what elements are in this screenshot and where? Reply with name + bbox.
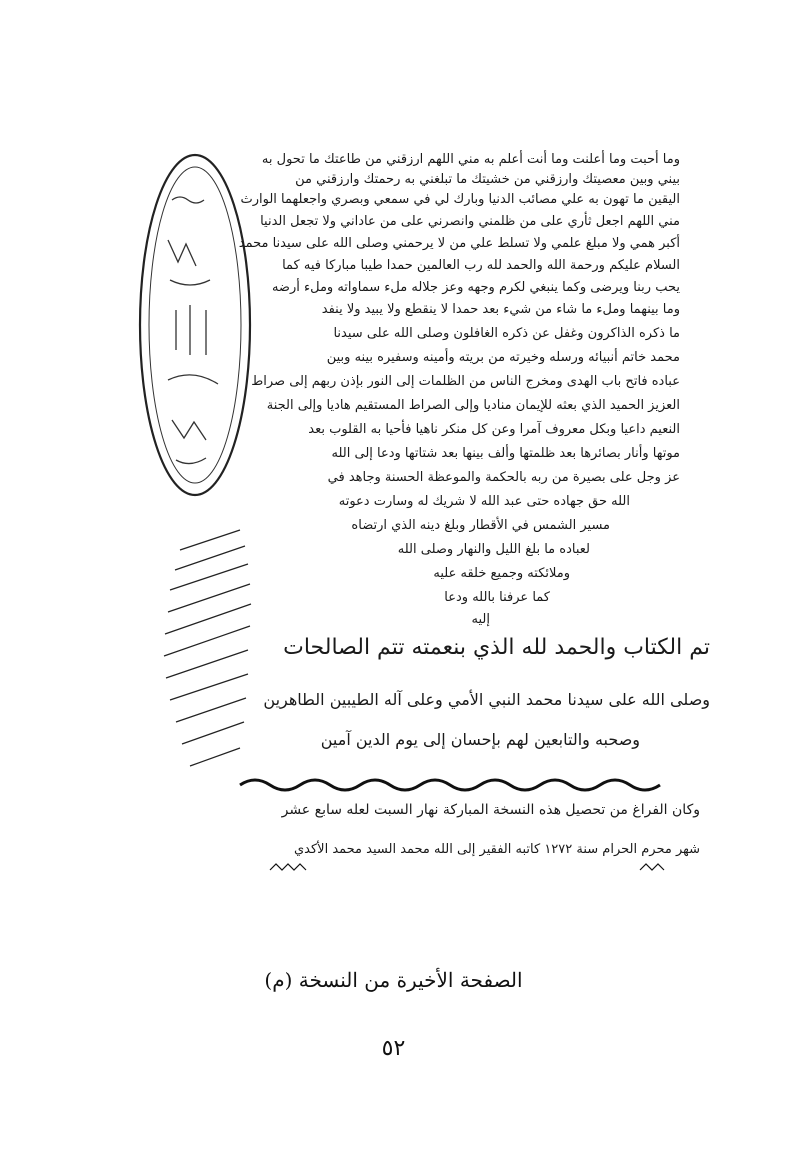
manuscript-line: وملائكته وجميع خلقه عليه [433,566,570,581]
manuscript-line: النعيم داعيا وبكل معروف آمرا وعن كل منكر ناهيا فأحيا به القلوب بعد [308,422,680,437]
manuscript-line: إليه [471,612,490,627]
figure-caption: الصفحة الأخيرة من النسخة (م) [264,968,523,992]
manuscript-line: أكبر همي ولا مبلغ علمي ولا تسلط علي من لا يرحمني وصلى الله على سيدنا محمد [238,236,680,251]
page-number: ٥٢ [381,1036,406,1061]
colophon-line: وكان الفراغ من تحصيل هذه النسخة المباركة نهار السبت لعله سابع عشر [281,802,700,818]
manuscript-line: وما أحبت وما أعلنت وما أنت أعلم به مني اللهم ارزقني من طاعتك ما تحول به [261,152,680,167]
manuscript-line: اليقين ما تهون به علي مصائب الدنيا وبارك لي في سمعي وبصري واجعلهما الوارث [240,192,680,207]
colophon-line: وصلى الله على سيدنا محمد النبي الأمي وعلى آله الطيبين الطاهرين [263,690,710,709]
manuscript-line: بيني وبين معصيتك وارزقني من خشيتك ما تبلغني به رحمتك وارزقني من [295,172,680,187]
manuscript-line: الله حق جهاده حتى عبد الله لا شريك له وسارت دعوته [338,494,630,509]
colophon-line: وصحبه والتابعين لهم بإحسان إلى يوم الدين آمين [320,730,640,749]
manuscript-line: مسير الشمس في الأقطار وبلغ دينه الذي ارتضاه [351,518,610,533]
colophon-line: شهر محرم الحرام سنة ١٢٧٢ كاتبه الفقير إلى الله محمد السيد محمد الأكدي [293,842,700,857]
manuscript-line: عز وجل على بصيرة من ربه بالحكمة والموعظة الحسنة وجاهد في [327,470,680,485]
manuscript-line: كما عرفنا بالله ودعا [444,590,550,605]
manuscript-line: وما بينهما وملء ما شاء من شيء بعد حمدا لا ينقطع ولا يبيد ولا ينفد [321,302,680,317]
manuscript-line: يحب ربنا ويرضى وكما ينبغي لكرم وجهه وعز جلاله ملء سماواته وملء أرضه [271,280,680,295]
manuscript-line: لعباده ما بلغ الليل والنهار وصلى الله [397,542,590,557]
colophon-line: تم الكتاب والحمد لله الذي بنعمته تتم الصالحات [283,635,710,660]
manuscript-line: موتها وأنار بصائرها بعد ظلمتها وألف بينها بعد شتاتها ودعا إلى الله [331,446,680,461]
manuscript-line: ما ذكره الذاكرون وغفل عن ذكره الغافلون وصلى الله على سيدنا [333,326,680,341]
manuscript-line: السلام عليكم ورحمة الله والحمد لله رب العالمين حمدا طيبا مباركا فيه كما [282,258,680,273]
manuscript-line: العزيز الحميد الذي بعثه للإيمان مناديا وإلى الصراط المستقيم هاديا وإلى الجنة [266,398,680,413]
manuscript-line: مني اللهم اجعل ثأري على من ظلمني وانصرني على من عاداني ولا تجعل الدنيا [260,214,680,229]
manuscript-image [120,130,720,890]
manuscript-line: عباده فاتح باب الهدى ومخرج الناس من الظلمات إلى النور بإذن ربهم إلى صراط [251,374,680,389]
manuscript-line: محمد خاتم أنبيائه ورسله وخيرته من بريته وأمينه وسفيره بينه وبين [326,350,680,365]
